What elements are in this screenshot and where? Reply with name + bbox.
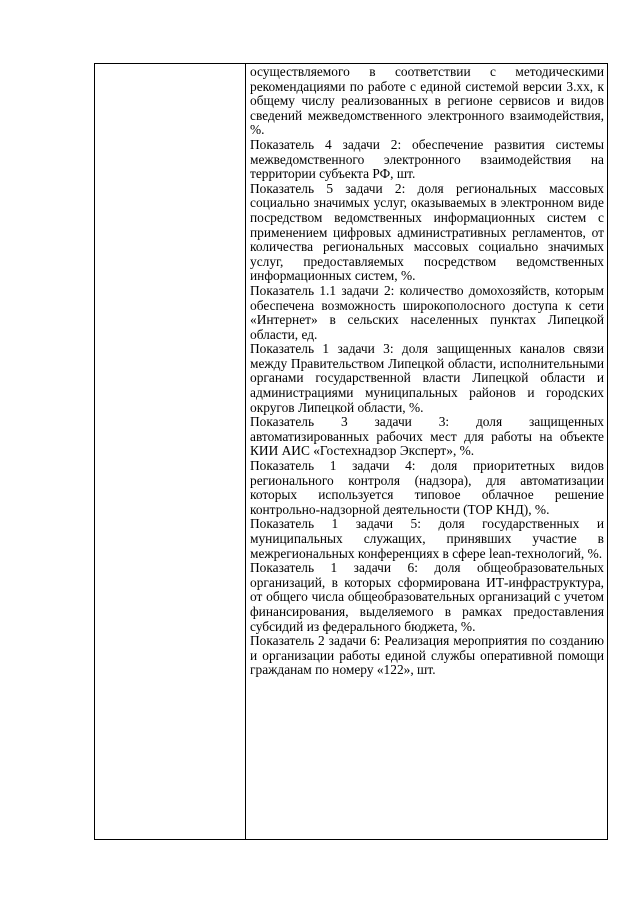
table-left-cell: [95, 64, 246, 839]
table-paragraph: Показатель 1 задачи 6: доля общеобразовательных организаций, в которых сформирована ИТ-инфраструктура, от общего числа общеобразовательных организаций с учетом финансирования, выделяемого в рамках предоставления субсидий из федерального бюджета, %.: [250, 560, 604, 634]
table-right-cell: [246, 64, 607, 839]
table-paragraph: Показатель 2 задачи 6: Реализация мероприятия по созданию и организации работы единой службы оперативной помощи гражданам по номеру «122», шт.: [250, 633, 604, 678]
table-paragraph: Показатель 1.1 задачи 2: количество домохозяйств, которым обеспечена возможность широкополосного доступа к сети «Интернет» в сельских населенных пунктах Липецкой области, ед.: [250, 282, 604, 342]
table-paragraph: Показатель 4 задачи 2: обеспечение развития системы межведомственного электронного взаимодействия на территории субъекта РФ, шт.: [250, 136, 604, 182]
table-paragraph: осуществляемого в соответствии с методическими рекомендациями по работе с единой системой версии 3.хх, к общему числу реализованных в регионе сервисов и видов сведений межведомственного электронного взаимодействия, %.: [250, 64, 604, 138]
table-paragraph: Показатель 3 задачи 3: доля защищенных автоматизированных рабочих мест для работы на объекте КИИ АИС «Гостехнадзор Эксперт», %.: [250, 414, 604, 459]
table-paragraph: Показатель 1 задачи 3: доля защищенных каналов связи между Правительством Липецкой области, исполнительными органами государственной власти Липецкой области и администрациями муниципальных районов и городских округов Липецкой области, %.: [250, 341, 604, 415]
indicators-table: [94, 63, 608, 840]
table-paragraph: Показатель 1 задачи 5: доля государственных и муниципальных служащих, принявших участие в межрегиональных конференциях в сфере lean-технологий, %.: [250, 516, 604, 561]
table-paragraph: Показатель 1 задачи 4: доля приоритетных видов регионального контроля (надзора), для автоматизации которых используется типовое облачное решение контрольно-надзорной деятельности (ТОР КНД), %.: [250, 458, 604, 517]
table-paragraph: Показатель 5 задачи 2: доля региональных массовых социально значимых услуг, оказываемых в электронном виде посредством ведомственных информационных систем с применением цифровых административных регламентов, от количества региональных массовых социально значимых услуг, предоставляемых посредством ведомственных информационных систем, %.: [250, 180, 604, 284]
